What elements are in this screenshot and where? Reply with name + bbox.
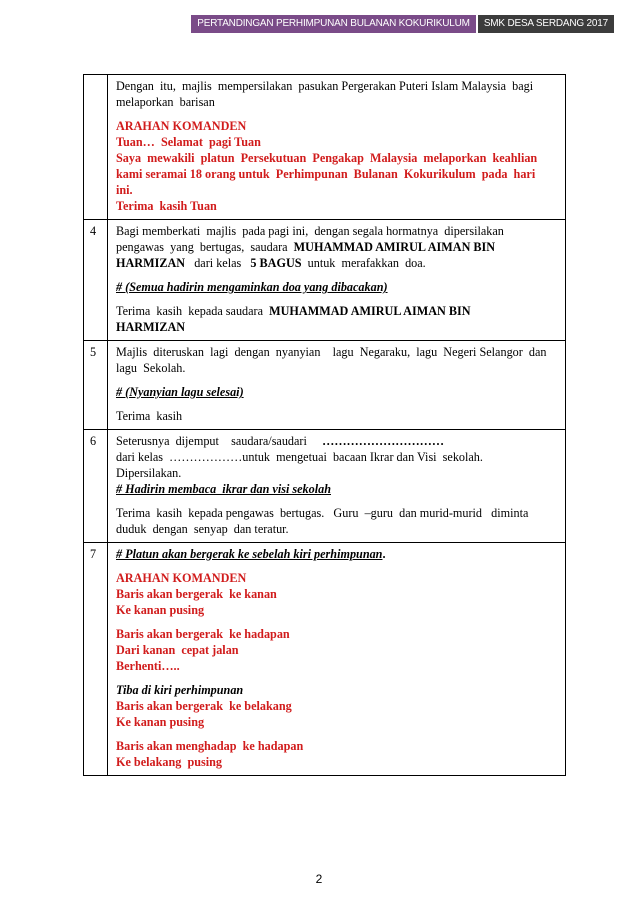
text-line — [116, 521, 557, 537]
script-text: Dipersilakan. — [116, 466, 182, 480]
text-line — [116, 449, 557, 465]
script-text: . — [382, 547, 386, 561]
command-text: Baris akan menghadap ke hadapan — [116, 739, 304, 753]
table-row — [84, 341, 566, 430]
text-line — [116, 150, 557, 166]
line-spacer — [116, 110, 557, 118]
script-text: Tiba di kiri perhimpunan — [116, 683, 244, 697]
line-spacer — [116, 497, 557, 505]
text-line — [116, 714, 557, 730]
table-row — [84, 430, 566, 543]
text-line — [116, 198, 557, 214]
script-text: MUHAMMAD AMIRUL AIMAN BIN — [293, 240, 496, 254]
script-text: 5 BAGUS — [250, 256, 302, 270]
text-line — [116, 360, 557, 376]
text-line — [116, 481, 557, 497]
table-row — [84, 220, 566, 341]
command-text: Terima kasih Tuan — [116, 199, 217, 213]
text-line — [116, 505, 557, 521]
table-row — [84, 75, 566, 220]
script-text: HARMIZAN — [116, 320, 186, 334]
text-line — [116, 658, 557, 674]
command-text: Ke kanan pusing — [116, 715, 205, 729]
command-text: Baris akan bergerak ke hadapan — [116, 627, 290, 641]
header-school: SMK DESA SERDANG 2017 — [478, 15, 614, 33]
text-line — [116, 134, 557, 150]
instruction-text: # (Nyanyian lagu selesai) — [116, 385, 244, 399]
command-text: ARAHAN KOMANDEN — [116, 571, 247, 585]
script-text: pengawas yang bertugas, saudara — [116, 240, 294, 254]
script-text: untuk merafakkan doa. — [301, 256, 426, 270]
line-spacer — [116, 271, 557, 279]
script-text: dari kelas ………………untuk mengetuai bacaan Ikrar dan Visi sekolah. — [116, 450, 483, 464]
text-line — [116, 586, 557, 602]
text-line — [116, 738, 557, 754]
row-number: 6 — [84, 430, 108, 543]
text-line — [116, 303, 557, 319]
page-header — [191, 15, 614, 33]
line-spacer — [116, 730, 557, 738]
text-line — [116, 408, 557, 424]
text-line — [116, 78, 557, 94]
command-text: Ke belakang pusing — [116, 755, 222, 769]
row-number: 5 — [84, 341, 108, 430]
script-text: Dengan itu, majlis mempersilakan pasukan Pergerakan Puteri Islam Malaysia bagi — [116, 79, 534, 93]
script-text: Terima kasih — [116, 409, 183, 423]
script-text: melaporkan barisan — [116, 95, 215, 109]
text-line — [116, 754, 557, 770]
text-line — [116, 319, 557, 335]
text-line — [116, 570, 557, 586]
script-text: Terima kasih kepada saudara — [116, 304, 270, 318]
text-line — [116, 166, 557, 198]
row-content — [108, 543, 566, 776]
line-spacer — [116, 562, 557, 570]
command-text: Berhenti….. — [116, 659, 180, 673]
row-number: 7 — [84, 543, 108, 776]
command-text: Baris akan bergerak ke belakang — [116, 699, 292, 713]
text-line — [116, 698, 557, 714]
text-line — [116, 602, 557, 618]
text-line — [116, 279, 557, 295]
row-number: 4 — [84, 220, 108, 341]
line-spacer — [116, 295, 557, 303]
script-text: MUHAMMAD AMIRUL AIMAN BIN — [269, 304, 471, 318]
instruction-text: # (Semua hadirin mengaminkan doa yang dibacakan) — [116, 280, 388, 294]
command-text: Ke kanan pusing — [116, 603, 205, 617]
table-row — [84, 543, 566, 776]
text-line — [116, 94, 557, 110]
script-text: HARMIZAN — [116, 256, 186, 270]
script-table-body — [84, 75, 566, 776]
command-text: Tuan… Selamat pagi Tuan — [116, 135, 261, 149]
instruction-text: # Hadirin membaca ikrar dan visi sekolah — [116, 482, 331, 496]
row-content — [108, 430, 566, 543]
text-line — [116, 546, 557, 562]
script-text: ………………………… — [322, 434, 444, 448]
line-spacer — [116, 674, 557, 682]
row-content — [108, 220, 566, 341]
text-line — [116, 642, 557, 658]
script-text: duduk dengan senyap dan teratur. — [116, 522, 289, 536]
script-text: Bagi memberkati majlis pada pagi ini, dengan segala hormatnya dipersilakan — [116, 224, 504, 238]
instruction-text: # Platun akan bergerak ke sebelah kiri perhimpunan — [116, 547, 383, 561]
text-line — [116, 626, 557, 642]
row-content — [108, 75, 566, 220]
line-spacer — [116, 376, 557, 384]
script-text: dari kelas — [185, 256, 251, 270]
line-spacer — [116, 400, 557, 408]
row-number — [84, 75, 108, 220]
script-text: lagu Sekolah. — [116, 361, 186, 375]
text-line — [116, 118, 557, 134]
script-text: Seterusnya dijemput saudara/saudari — [116, 434, 323, 448]
text-line — [116, 239, 557, 255]
command-text: kami seramai 18 orang untuk Perhimpunan Bulanan Kokurikulum pada hari ini. — [116, 167, 542, 197]
script-text: Majlis diteruskan lagi dengan nyanyian lagu Negaraku, lagu Negeri Selangor dan — [116, 345, 547, 359]
command-text: Baris akan bergerak ke kanan — [116, 587, 277, 601]
command-text: Dari kanan cepat jalan — [116, 643, 239, 657]
text-line — [116, 344, 557, 360]
text-line — [116, 682, 557, 698]
text-line — [116, 433, 557, 449]
page-number: 2 — [315, 872, 323, 886]
text-line — [116, 384, 557, 400]
header-title: PERTANDINGAN PERHIMPUNAN BULANAN KOKURIKULUM — [191, 15, 476, 33]
script-text: Terima kasih kepada pengawas bertugas. Guru –guru dan murid-murid diminta — [116, 506, 529, 520]
text-line — [116, 255, 557, 271]
text-line — [116, 465, 557, 481]
text-line — [116, 223, 557, 239]
command-text: ARAHAN KOMANDEN — [116, 119, 247, 133]
row-content — [108, 341, 566, 430]
script-table — [83, 74, 566, 776]
command-text: Saya mewakili platun Persekutuan Pengakap Malaysia melaporkan keahlian — [116, 151, 538, 165]
line-spacer — [116, 618, 557, 626]
